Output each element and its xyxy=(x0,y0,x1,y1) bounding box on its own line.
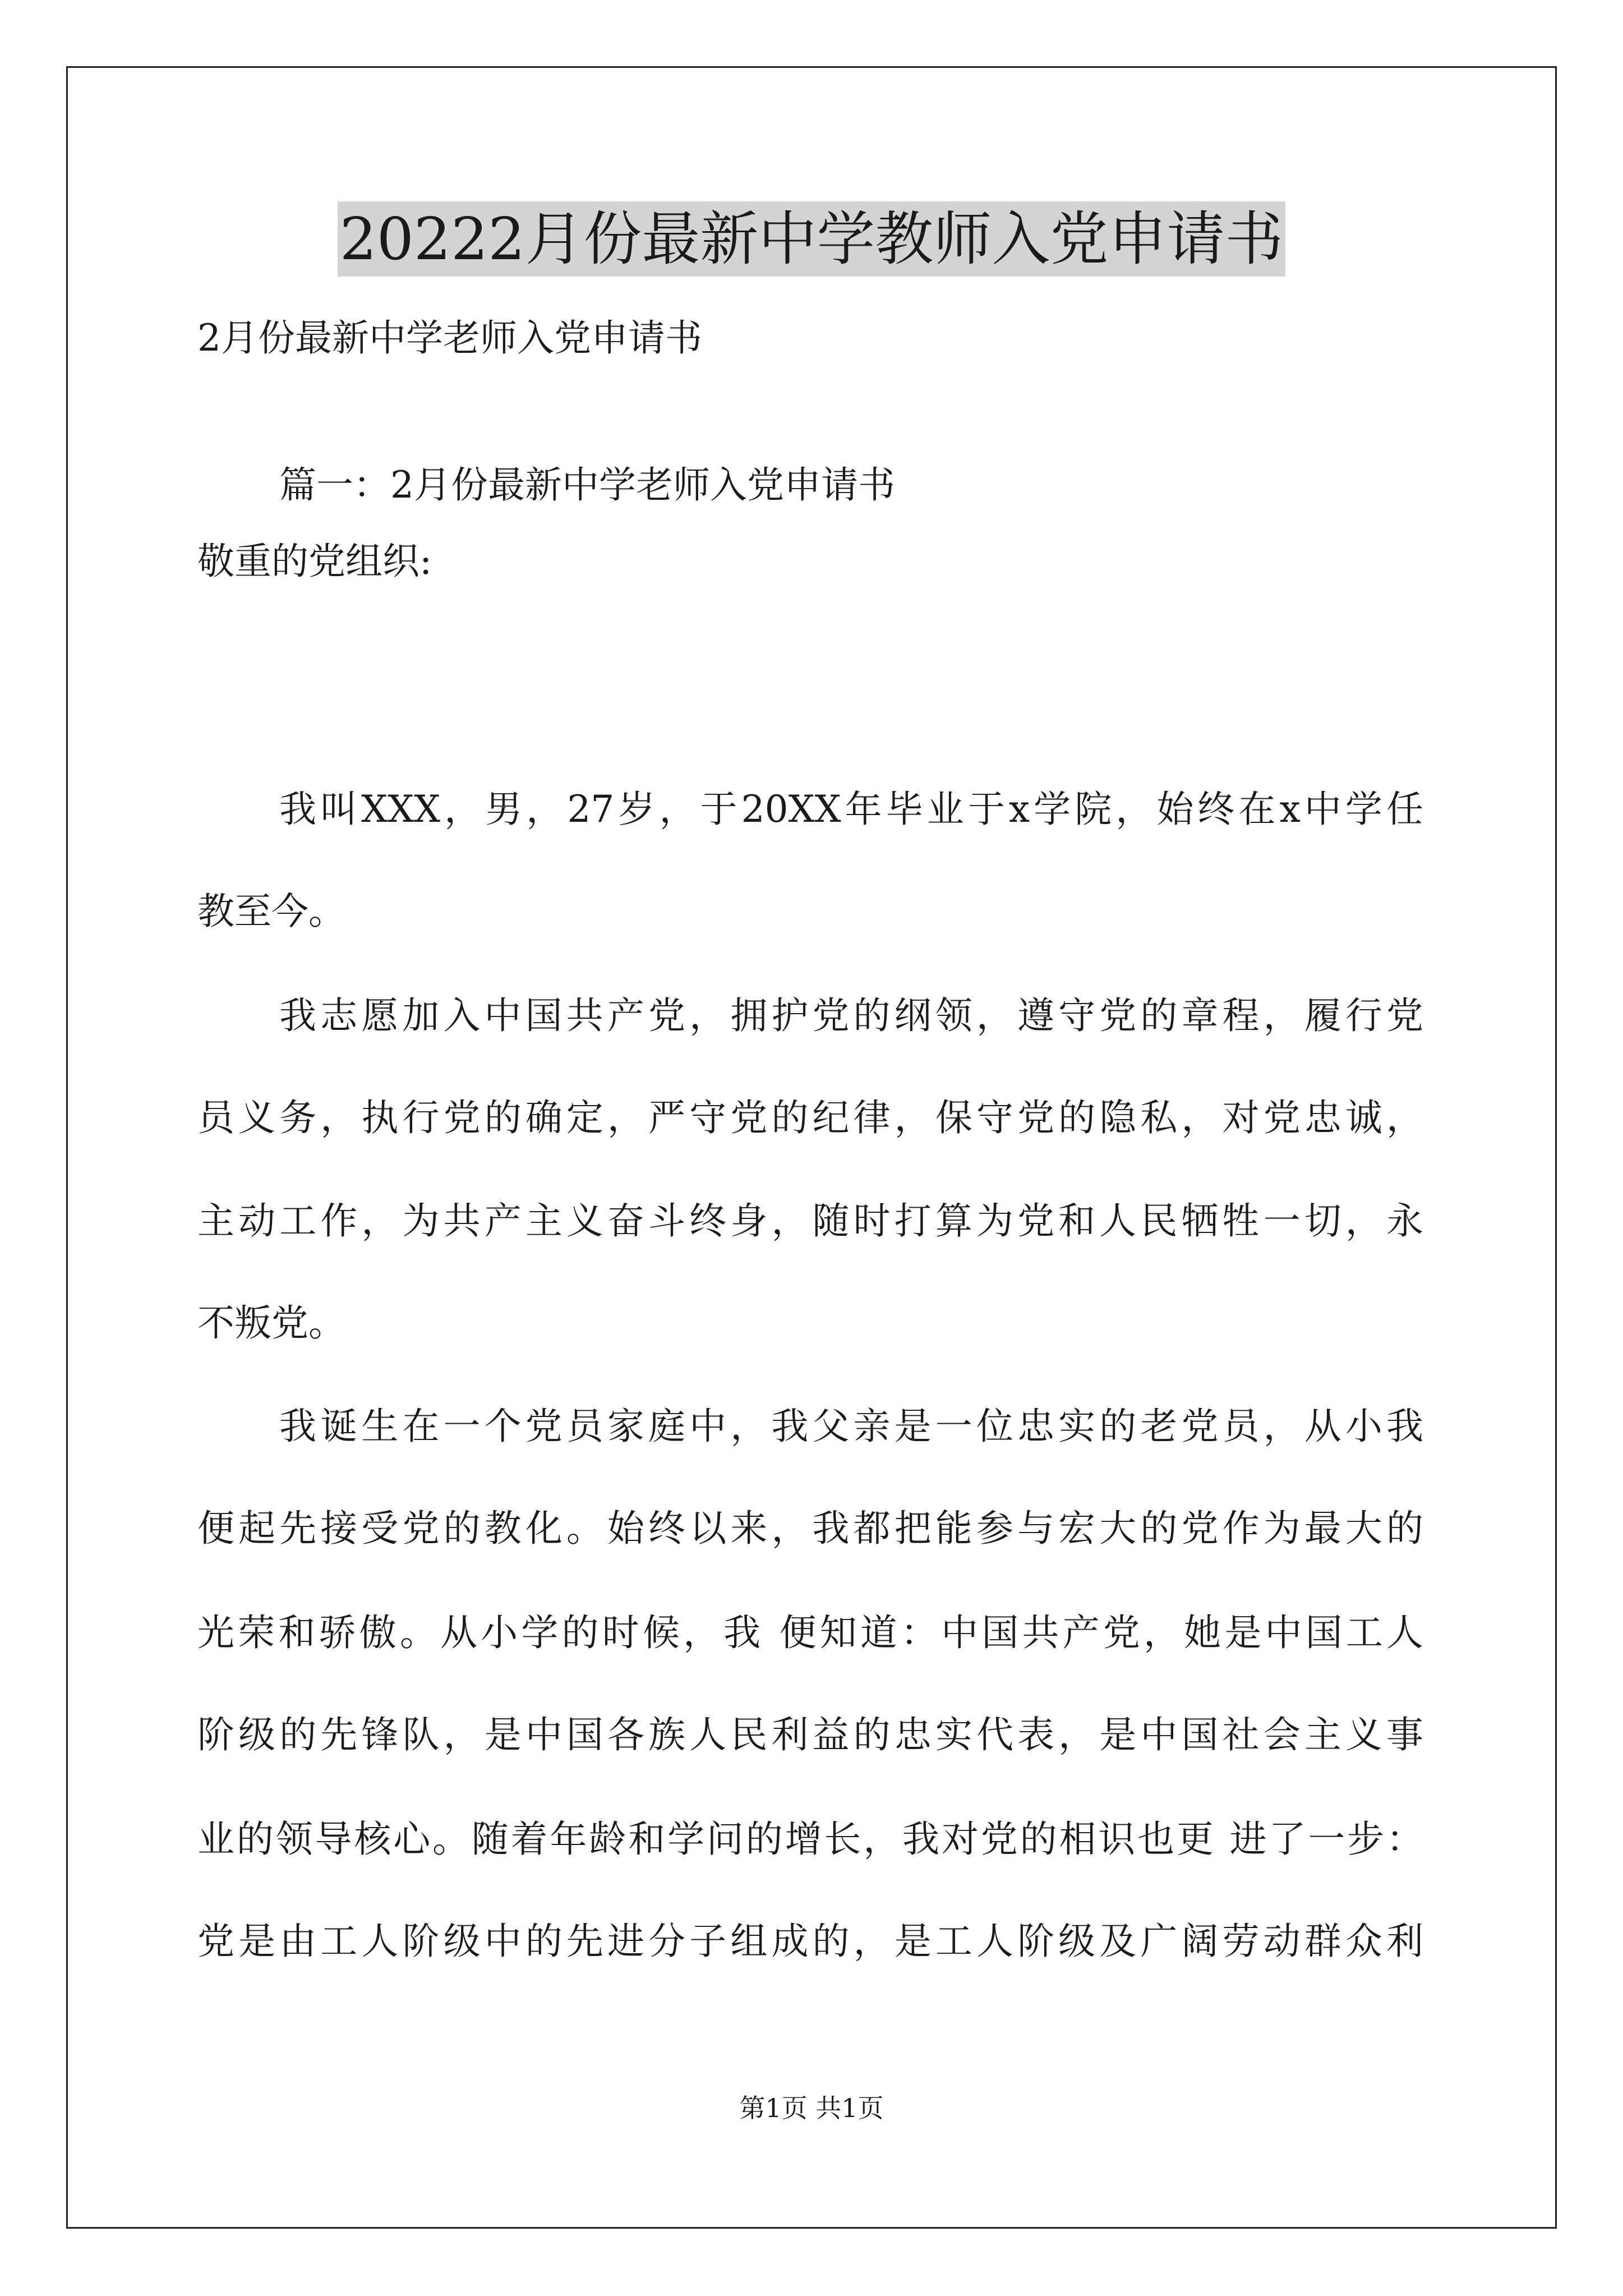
page-border xyxy=(66,66,1557,2229)
body-line: 便起先接受党的教化。始终以来，我都把能参与宏大的党作为最大的 xyxy=(197,1507,1423,1550)
body-line: 员义务，执行党的确定，严守党的纪律，保守党的隐私，对党忠诚， xyxy=(197,1096,1423,1139)
salutation: 敬重的党组织: xyxy=(197,540,432,583)
body-line: 我志愿加入中国共产党，拥护党的纲领，遵守党的章程，履行党 xyxy=(279,994,1423,1037)
body-line: 主动工作，为共产主义奋斗终身，随时打算为党和人民牺牲一切，永 xyxy=(197,1199,1423,1243)
document-title-text: 20222月份最新中学教师入党申请书 xyxy=(338,201,1286,277)
body-line: 我叫XXX，男，27岁，于20XX年毕业于x学院，始终在x中学任 xyxy=(279,788,1423,831)
body-line: 业的领导核心。随着年龄和学问的增长，我对党的相识也更 进了一步： xyxy=(197,1818,1423,1861)
section-heading: 篇一：2月份最新中学老师入党申请书 xyxy=(279,463,895,507)
page-number: 第1页 共1页 xyxy=(739,2093,884,2123)
document-title xyxy=(0,200,1623,278)
body-line: 阶级的先锋队，是中国各族人民利益的忠实代表，是中国社会主义事 xyxy=(197,1713,1423,1756)
body-line: 光荣和骄傲。从小学的时候，我 便知道：中国共产党，她是中国工人 xyxy=(197,1611,1423,1654)
body-line: 我诞生在一个党员家庭中，我父亲是一位忠实的老党员，从小我 xyxy=(279,1405,1423,1448)
body-line: 不叛党。 xyxy=(197,1301,345,1345)
body-line: 党是由工人阶级中的先进分子组成的，是工人阶级及广阔劳动群众利 xyxy=(197,1920,1423,1963)
document-subtitle: 2月份最新中学老师入党申请书 xyxy=(197,316,702,360)
body-line: 教至今。 xyxy=(197,890,345,933)
